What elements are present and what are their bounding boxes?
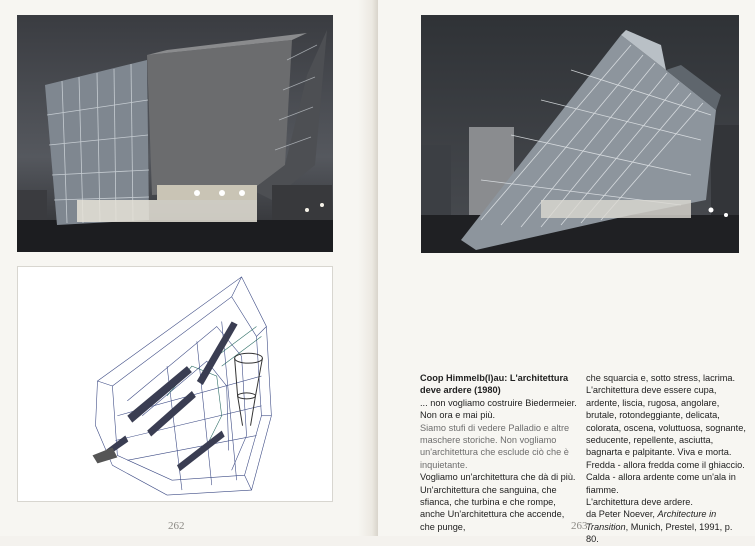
glass-building-photo [421,15,739,253]
citation-suffix: , Munich, Prestel, 1991, p. 80. [586,521,733,545]
article-column-1 [420,372,580,533]
building-night-photo [17,15,333,252]
axonometric-drawing [17,266,333,502]
article-paragraph: L'architettura deve ardere. [586,497,693,508]
article-paragraph: ... non vogliamo costruire Biedermeier. Non ora e mai più. [420,397,577,421]
article-paragraph: che squarcia e, sotto stress, lacrima. L'architettura deve essere cupa, ardente, liscia, rugosa, angolare, brutale, rotondeggiante, delicata, colorata, oscena, voluttuosa, sognante, seducente, repellente, asciutta, bagnarta e palpitante. Viva e morta. Fredda - allora fredda come il ghiaccio. Calda - allora ardente come un'ala in fiamme. [586,373,746,495]
article-citation [586,508,746,545]
article-column-2 [586,372,746,546]
page-number: 263 [571,520,588,532]
building-night-photo-image [17,15,333,252]
axonometric-drawing-image [18,267,332,501]
article-paragraph: Vogliamo un'architettura che dà di più. Un'architettura che sanguina, che sfianca, che turbina e che rompe, anche Un'architettura che accende, che punge, [420,472,576,532]
citation-prefix: da Peter Noever, [586,509,658,520]
left-page [0,0,378,536]
article-paragraph: Siamo stufi di vedere Palladio e altre maschere storiche. Non vogliamo un'architettura che esclude ciò che è inquietante. [420,422,570,470]
right-page [378,0,755,545]
article-title: Coop Himmelb(l)au: L'architettura deve ardere (1980) [420,373,569,396]
glass-building-photo-image [421,15,739,253]
citation-title: Architecture in Transition [586,509,717,532]
page-number: 262 [168,520,185,532]
